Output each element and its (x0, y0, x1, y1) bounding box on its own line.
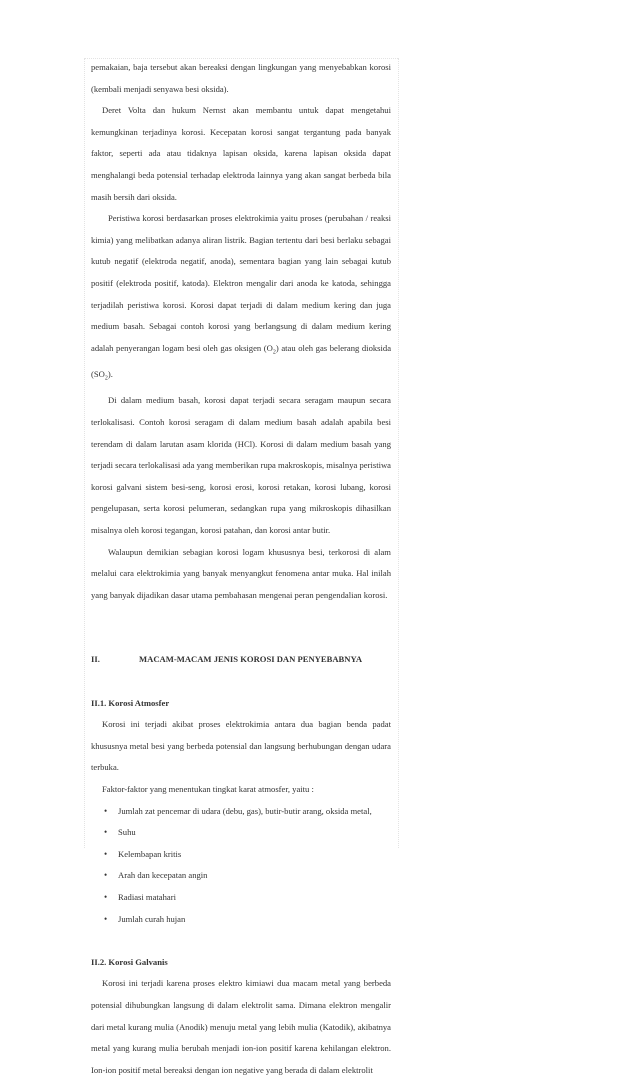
section-heading-galvanis: II.2. Korosi Galvanis (91, 956, 168, 967)
list-item-text: Arah dan kecepatan angin (118, 870, 208, 881)
list-item (91, 822, 391, 844)
paragraph-volta-nernst: Deret Volta dan hukum Nernst akan membantu untuk dapat mengetahui kemungkinan terjadinya korosi. Kecepatan korosi sangat tergantung pada banyak faktor, seperti ada atau tidaknya lapisan oksida, karena lapisan oksida dapat menghalangi beda potensial terhadap elektroda lainnya yang akan sangat berbeda bila masih bersih dari oksida. (91, 105, 391, 202)
list-item-text: Kelembapan kritis (118, 848, 182, 859)
chapter-title: MACAM-MACAM JENIS KOROSI DAN PENYEBABNYA (139, 654, 363, 665)
o2-subscript: 2 (272, 349, 276, 356)
page-margin-guide-left (84, 58, 85, 848)
paragraph-intro-continuation: pemakaian, baja tersebut akan bereaksi dengan lingkungan yang menyebabkan korosi (kembali menjadi senyawa besi oksida). (91, 62, 391, 94)
list-item (91, 887, 391, 909)
p3-text-main: Peristiwa korosi berdasarkan proses elektrokimia yaitu proses (perubahan / reaksi kimia) yang melibatkan adanya aliran listrik. Bagian tertentu dari besi berlaku sebagai kutub negatif (elektroda negatif, anoda), sementara bagian yang lain sebagai kutub positif (elektroda positif, katoda). Elektron mengalir dari anoda ke katoda, sehingga terjadilah peristiwa korosi. Korosi dapat terjadi di dalam medium kering dan juga medium basah. Sebagai contoh korosi yang berlangsung di dalam medium kering adalah penyerangan logam besi oleh gas oksigen (O (91, 213, 391, 353)
spacer (91, 606, 391, 628)
p3-text-mid: ) atau oleh gas belerang dioksida (SO (91, 342, 392, 380)
bullet-icon: • (104, 913, 108, 924)
paragraph-galvanis-definition: Korosi ini terjadi karena proses elektro kimiawi dua macam metal yang berbeda potensial dihubungkan langsung di dalam elektrolit sama. Dimana elektron mengalir dari metal kurang mulia (Anodik) menuju metal yang lebih mulia (Katodik), akibatnya metal yang kurang mulia berubah menjadi ion-ion positif karena kehilangan elektron. Ion-ion positif metal bereaksi dengan ion negative yang berada di dalam elektrolit (91, 978, 391, 1075)
list-item (91, 865, 391, 887)
list-item-text: Radiasi matahari (118, 892, 176, 902)
spacer (91, 628, 391, 650)
list-item-text: Suhu (118, 827, 136, 838)
bullet-icon: • (104, 848, 108, 859)
bullet-icon: • (104, 805, 108, 816)
so2-subscript: 2 (104, 375, 108, 382)
spacer (91, 930, 391, 952)
p3-text-end: ). (107, 369, 113, 380)
bullet-icon: • (104, 827, 108, 838)
paragraph-atmosfer-factors-intro: Faktor-faktor yang menentukan tingkat karat atmosfer, yaitu : (102, 784, 314, 795)
section-heading-atmosfer: II.1. Korosi Atmosfer (91, 697, 170, 708)
paragraph-electrochemical-process (91, 208, 391, 390)
paragraph-wet-medium: Di dalam medium basah, korosi dapat terjadi secara seragam maupun secara terlokalisasi. Contoh korosi seragam di dalam medium basah adalah apabila besi terendam di dalam larutan asam klorida (HCl). Korosi di dalam medium basah yang terjadi secara terlokalisasi ada yang memberikan rupa makroskopis, misalnya peristiwa korosi galvani sistem besi-seng, korosi erosi, korosi retakan, korosi lubang, korosi pengelupasan, serta korosi pelumeran, sedangkan rupa yang mikroskopis dihasilkan misalnya oleh korosi tegangan, korosi patahan, dan korosi antar butir. (91, 395, 391, 535)
list-item-text: Jumlah curah hujan (118, 913, 186, 924)
document-body (91, 57, 391, 1081)
page-margin-guide-right (398, 58, 399, 848)
list-item-text: Jumlah zat pencemar di udara (debu, gas), butir-butir arang, oksida metal, (118, 805, 372, 816)
list-item (91, 844, 391, 866)
paragraph-atmosfer-definition: Korosi ini terjadi akibat proses elektrokimia antara dua bagian benda padat khususnya metal besi yang berbeda potensial dan langsung berhubungan dengan udara terbuka. (91, 719, 391, 773)
paragraph-interface-phenomena: Walaupun demikian sebagian korosi logam khususnya besi, terkorosi di alam melalui cara elektrokimia yang banyak menyangkut fenomena antar muka. Hal inilah yang banyak dijadikan dasar utama pembahasan mengenai peran pengendalian korosi. (91, 546, 391, 600)
list-item (91, 909, 391, 931)
bullet-icon: • (104, 870, 108, 881)
chapter-number: II. (91, 654, 100, 665)
chapter-heading (91, 649, 391, 671)
list-item (91, 801, 391, 823)
atmosfer-factors-list (91, 801, 391, 931)
spacer (91, 671, 391, 693)
bullet-icon: • (104, 892, 108, 902)
